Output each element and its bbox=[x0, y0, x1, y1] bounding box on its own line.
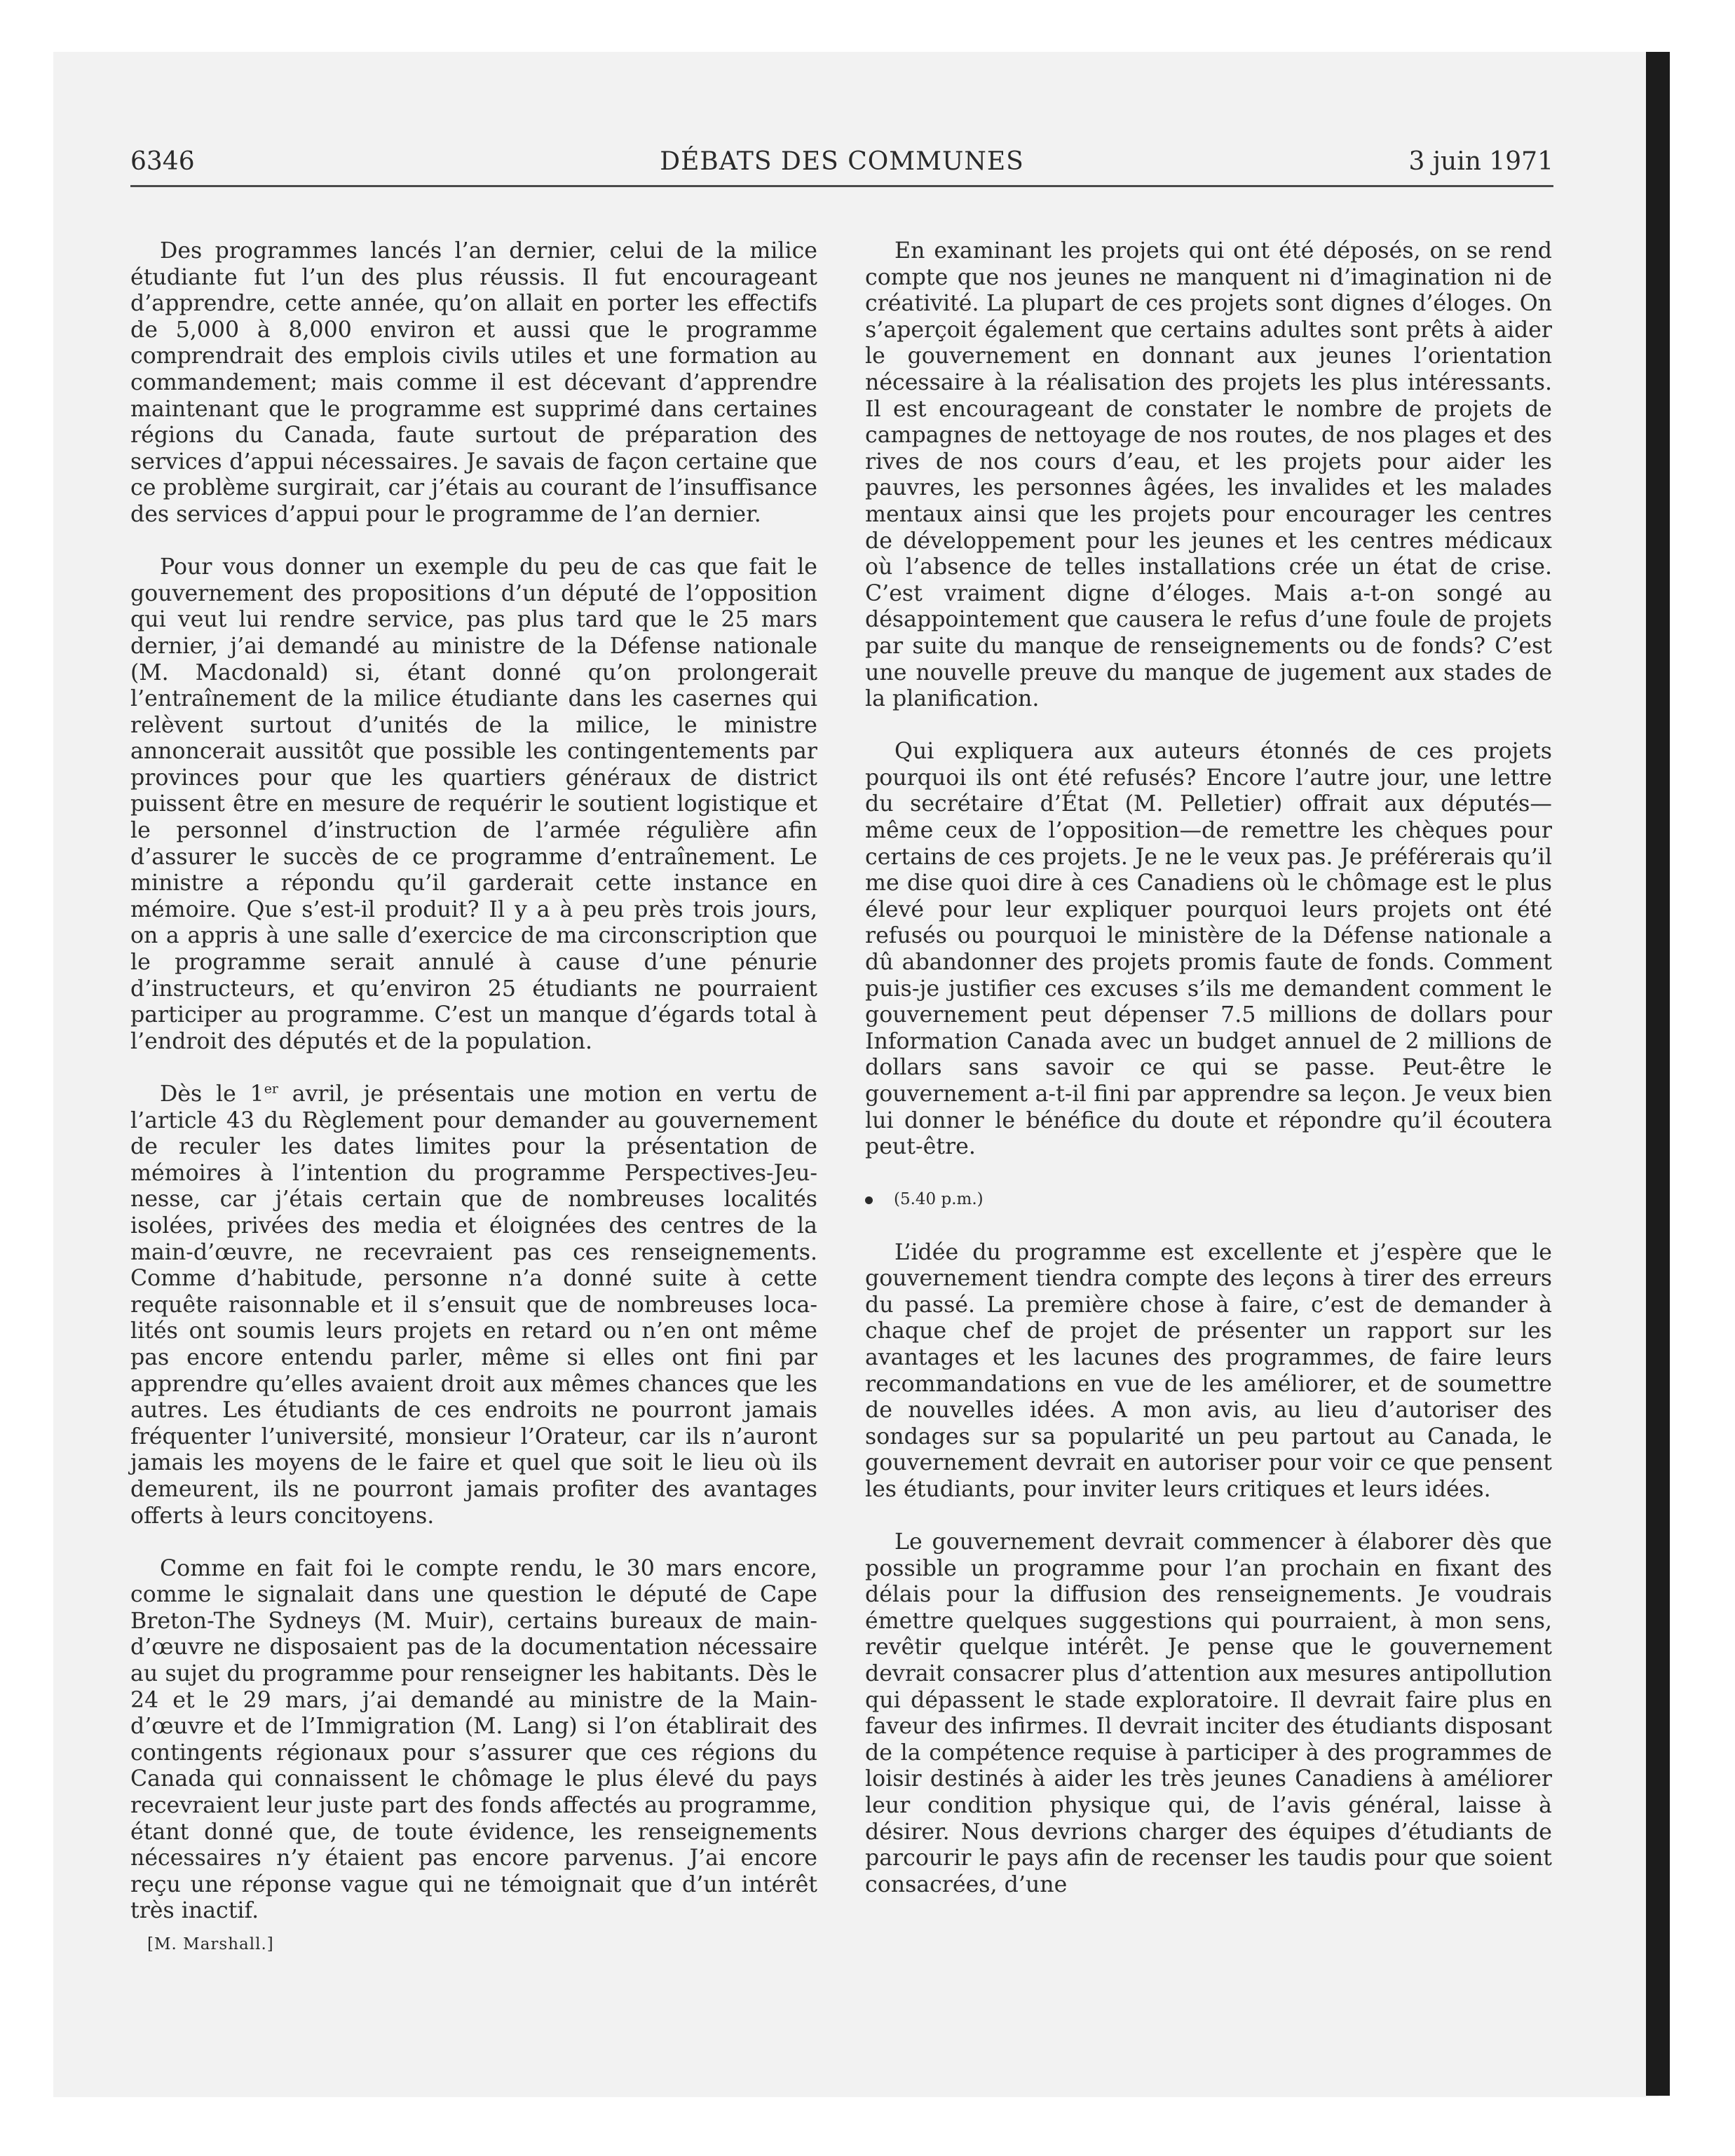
left-column bbox=[130, 238, 817, 1958]
time-marker-text: (5.40 p.m.) bbox=[894, 1190, 984, 1209]
paragraph: Comme en fait foi le compte rendu, le 30 mars encore, comme le signalait dans une question le député de Cape Breton-The Sydneys (M. Muir), certains bureaux de main-d’œuvre ne disposaient pas de la documentation nécessaire au sujet du programme pour renseigner les habitants. Dès le 24 et le 29 mars, j’ai demandé au ministre de la Main-d’œuvre et de l’Immigration (M. Lang) si l’on établirait des contingents régionaux pour s’assurer que ces régions du Canada qui connaissent le chômage le plus élevé du pays recevraient leur juste part des fonds affectés au programme, étant donné que, de toute évidence, les renseignements nécessaires n’y étaient pas encore parvenus. J’ai encore reçu une réponse vague qui ne témoignait que d’un intérêt très inactif. bbox=[130, 1555, 817, 1924]
paragraph-body: avril, je présentais une motion en vertu de l’article 43 du Règlement pour demander au gouvernement de reculer les dates limites pour la présentation de mémoires à l’intention du programme Perspectives-Jeunesse, car j’étais certain que de nombreuses localités isolées, privées des media et éloignées des centres de la main-d’œuvre, ne recevraient pas ces renseignements. Comme d’habitude, personne n’a donné suite à cette requête raisonnable et il s’ensuit que de nombreuses localités ont soumis leurs projets en retard ou n’en ont même pas encore entendu parler, même si elles ont fini par apprendre qu’elles avaient droit aux mêmes chances que les autres. Les étudiants de ces endroits ne pourront jamais fréquenter l’université, monsieur l’Orateur, car ils n’auront jamais les moyens de le faire et quel que soit le lieu où ils demeurent, ils ne pourront jamais profiter des avantages offerts à leurs concitoyens. bbox=[130, 1082, 817, 1529]
page-number: 6346 bbox=[130, 147, 195, 176]
paragraph: Des programmes lancés l’an dernier, celui de la milice étudiante fut l’un des plus réussis. Il fut encourageant d’apprendre, cette année, qu’on allait en porter les effectifs de 5,000 à 8,000 environ et aussi que le programme comprendrait des emplois civils utiles et une formation au commandement; mais comme il est décevant d’apprendre maintenant que le programme est supprimé dans certaines régions du Canada, faute surtout de préparation des services d’appui nécessaires. Je savais de façon certaine que ce problème surgirait, car j’étais au courant de l’insuffisance des services d’appui pour le programme de l’an dernier. bbox=[130, 238, 817, 527]
paragraph-lead: Dès le 1 bbox=[160, 1082, 264, 1107]
paragraph: Le gouvernement devrait commencer à élaborer dès que possible un programme pour l’an prochain en fixant des délais pour la diffusion des renseignements. Je voudrais émettre quelques suggestions qui pourraient, à mon sens, revêtir quelque intérêt. Je pense que le gouvernement devrait consacrer plus d’attention aux mesures antipollution qui dépassent le stade exploratoire. Il devrait faire plus en faveur des infirmes. Il devrait inciter des étudiants disposant de la compétence requise à participer à des programmes de loisir destinés à aider les très jeunes Canadiens à améliorer leur condition physique qui, de l’avis général, laisse à désirer. Nous devrions charger des équipes d’étudiants de parcourir le pays afin de recenser les taudis pour que soient consacrées, d’une bbox=[865, 1529, 1552, 1897]
ordinal-suffix: er bbox=[264, 1081, 278, 1097]
paragraph: En examinant les projets qui ont été déposés, on se rend compte que nos jeunes ne manquent ni d’imagination ni de créativité. La plupart de ces projets sont dignes d’éloges. On s’aperçoit également que certains adultes sont prêts à aider le gouvernement en donnant aux jeunes l’orientation nécessaire à la réalisation des projets les plus intéressants. Il est encourageant de constater le nombre de projets de campagnes de nettoyage de nos routes, de nos plages et des rives de nos cours d’eau, et les projets pour aider les pauvres, les personnes âgées, les invalides et les malades mentaux ainsi que les projets pour encourager les centres de développement pour les jeunes et les centres médicaux où l’absence de telles installations crée un état de crise. C’est vraiment digne d’éloges. Mais a-t-on songé au désappointement que causera le refus d’une foule de projets par suite du manque de renseignements ou de fonds? C’est une nouvelle preuve du manque de jugement aux stades de la planification. bbox=[865, 238, 1552, 712]
scan-edge bbox=[1646, 52, 1670, 2096]
bullet-icon bbox=[865, 1196, 873, 1204]
publication-date: 3 juin 1971 bbox=[1408, 147, 1553, 176]
paragraph: Pour vous donner un exemple du peu de cas que fait le gouvernement des propositions d’un député de l’opposition qui veut lui rendre service, pas plus tard que le 25 mars dernier, j’ai demandé au ministre de la Défense nationale (M. Macdonald) si, étant donné qu’on prolongerait l’entraînement de la milice étudiante dans les casernes qui relèvent surtout d’unités de la milice, le ministre annoncerait aussitôt que possible les contingentements par provinces pour que les quartiers généraux de district puissent être en mesure de requérir le soutient logistique et le personnel d’instruction de l’armée régulière afin d’assurer le succès de ce programme d’entraînement. Le ministre a répondu qu’il garderait cette instance en mémoire. Que s’est-il produit? Il y a à peu près trois jours, on a appris à une salle d’exercice de ma circonscription que le programme serait annulé à cause d’une pénurie d’instructeurs, et qu’environ 25 étudiants ne pourraient participer au programme. C’est un manque d’égards total à l’endroit des députés et de la population. bbox=[130, 554, 817, 1054]
paragraph bbox=[130, 1082, 817, 1529]
speaker-attribution: [M. Marshall.] bbox=[147, 1935, 274, 1953]
paragraph: L’idée du programme est excellente et j’espère que le gouvernement tiendra compte des leçons à tirer des erreurs du passé. La première chose à faire, c’est de demander à chaque chef de projet de présenter un rapport sur les avantages et les lacunes des programmes, de faire leurs recommandations en vue de les améliorer, et de soumettre de nouvelles idées. A mon avis, au lieu d’autoriser des sondages sur sa popularité un peu partout au Canada, le gouvernement devrait en autoriser pour voir ce que pensent les étudiants, pour inviter leurs critiques et leurs idées. bbox=[865, 1239, 1552, 1502]
time-marker bbox=[865, 1187, 1552, 1213]
paragraph: Qui expliquera aux auteurs étonnés de ces projets pourquoi ils ont été refusés? Encore l’autre jour, une lettre du secrétaire d’État (M. Pelletier) offrait aux députés—même ceux de l’opposition—de remettre les chèques pour certains de ces projets. Je ne le veux pas. Je préférerais qu’il me dise quoi dire à ces Canadiens où le chômage est le plus élevé pour leur expliquer pourquoi leurs projets ont été refusés ou pourquoi le ministère de la Défense nationale a dû abandonner des projets promis faute de fonds. Comment puis-je justifier ces excuses s’ils me demandent comment le gouvernement peut dépenser 7.5 millions de dollars pour Information Canada avec un budget annuel de 2 millions de dollars sans savoir ce qui se passe. Peut-être le gouvernement a-t-il fini par apprendre sa leçon. Je veux bien lui donner le bénéfice du doute et répondre qu’il écoutera peut-être. bbox=[865, 739, 1552, 1160]
page-header bbox=[130, 143, 1553, 187]
right-column bbox=[865, 238, 1552, 1901]
publication-title: DÉBATS DES COMMUNES bbox=[660, 147, 1024, 176]
